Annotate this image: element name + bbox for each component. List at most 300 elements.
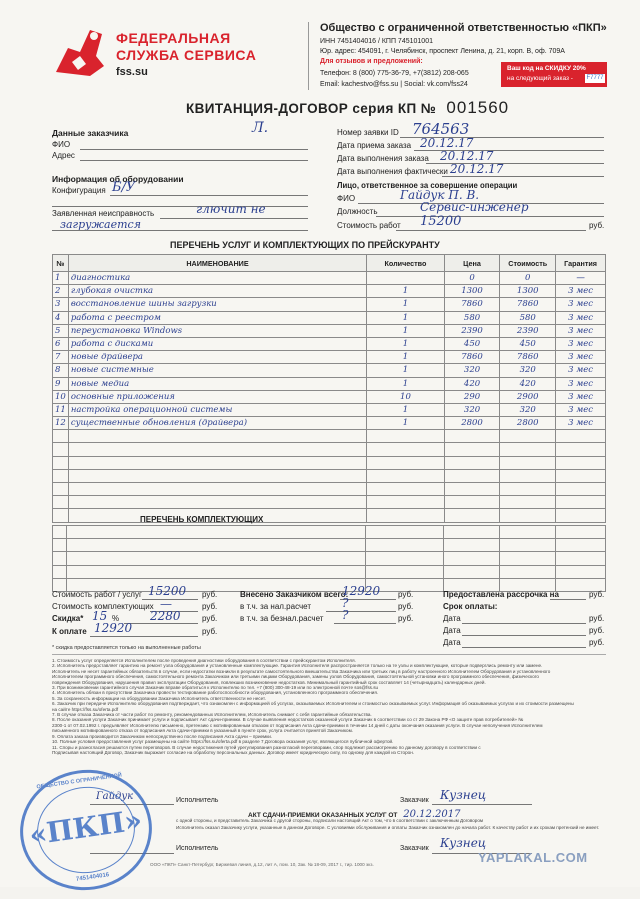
cell-empty: [556, 443, 606, 456]
cell-empty: [500, 539, 556, 552]
cell-empty: [444, 539, 500, 552]
cell-num: 7: [53, 351, 69, 364]
cell-price: 0: [444, 272, 500, 285]
table-row: [53, 337, 606, 350]
cost-unit: руб.: [589, 221, 605, 230]
discount-code: F7777: [586, 75, 604, 81]
cell-price: 320: [444, 364, 500, 377]
cell-name: существенные обновления (драйвера): [68, 417, 366, 430]
discount-line-2: на следующий заказ -: [507, 75, 573, 82]
terms-line: 2300-1 от 07.02.1992 г. предъявляет Исполнителю письменно, претензию с мотивированным отказом от подписания Акта сдачи-приемки в течении 14 дней с даты окончания оказания услуги. В случае неполучения Исполнителем: [52, 722, 543, 728]
position-line: [376, 216, 604, 217]
cell-warranty: 3 мес: [556, 298, 606, 311]
position-label: Должность: [337, 207, 378, 216]
installment-label: Предоставлена рассрочка на: [443, 590, 559, 599]
fist-wrench-icon: [50, 22, 110, 80]
cell-num: 10: [53, 390, 69, 403]
cell-cost: 2390: [500, 324, 556, 337]
cell-warranty: 3 мес: [556, 417, 606, 430]
table-row: [53, 377, 606, 390]
cell-cost: 2900: [500, 390, 556, 403]
cell-price: 320: [444, 403, 500, 416]
cell-empty: [68, 443, 366, 456]
cell-cost: 320: [500, 403, 556, 416]
company-stamp: [12, 761, 159, 898]
customer-label: Заказчик: [400, 797, 429, 804]
cell-warranty: —: [556, 272, 606, 285]
act-text-1: с одной стороны, и представитель Заказчика с другой стороны, подписали настоящий Акт о том, что в соответствии с заключенным Договором: [176, 818, 484, 823]
installment-unit: руб.: [589, 590, 605, 599]
config-value: Б/У: [112, 180, 136, 195]
cell-name: новые системные: [68, 364, 366, 377]
cell-empty: [444, 430, 500, 443]
cell-cost: 450: [500, 337, 556, 350]
table-row: [53, 351, 606, 364]
customer-label-2: Заказчик: [400, 845, 429, 852]
cell-name: диагностика: [68, 272, 366, 285]
cash-value: ?: [342, 596, 349, 610]
terms-line: письменного мотивированного отказа от подписания Акта сдачи-приемки в указанный в пункте срок, услуга считается принятой Заказчиком.: [52, 728, 354, 734]
resp-fio-value: Гайдук П. В.: [400, 188, 480, 202]
cell-name: работа с дисками: [68, 337, 366, 350]
cell-price: 7860: [444, 351, 500, 364]
terms-line: повреждения Оборудования, нарушения правил эксплуатации Оборудования, повлекших возникновение недостатков. Минимальный гарантийный срок составляет 14 (четырнадцать) календарных дней.: [52, 679, 486, 685]
cell-empty: [500, 526, 556, 539]
components-title: ПЕРЕЧЕНЬ КОМПЛЕКТУЮЩИХ: [140, 515, 264, 524]
cell-warranty: 3 мес: [556, 403, 606, 416]
document-number: 001560: [446, 98, 510, 117]
header-divider: [308, 22, 309, 90]
table-row: [53, 324, 606, 337]
fault-value: глючит не: [196, 202, 266, 216]
cashless-line: [334, 623, 396, 624]
cell-empty: [500, 509, 556, 522]
customer-fio-line: [80, 149, 308, 150]
terms-line: 8. После оказания услуги Заказчик принимает услуги и подписывает Акт сдачи-приемки. В случае выявления недостатков оказанной услуги Заказчик в соответствии со ст 29 Закона РФ «О защите прав потребителей» №: [52, 717, 524, 723]
company-address: Юр. адрес: 454091, г. Челябинск, проспект Ленина, д. 21, корп. В, оф. 709А: [320, 48, 565, 55]
discount-footnote: * скидка предоставляется только на выполненные работы: [52, 645, 201, 651]
services-title: ПЕРЕЧЕНЬ УСЛУГ И КОМПЛЕКТУЮЩИХ ПО ПРЕЙСКУРАНТУ: [170, 240, 440, 250]
cell-empty: [367, 509, 445, 522]
cell-empty: [556, 483, 606, 496]
cell-empty: [53, 539, 67, 552]
cell-empty: [366, 565, 444, 578]
pay-value: 12920: [94, 621, 133, 635]
actual-date-value: 20.12.17: [450, 162, 504, 176]
terms-line: 5. За сохранность информации на оборудовании Заказчика Исполнитель ответственности не несет.: [52, 695, 266, 701]
cell-empty: [444, 496, 500, 509]
cell-empty: [68, 456, 366, 469]
discount-pct-sign: %: [112, 614, 120, 623]
discount-pct: 15: [92, 609, 108, 623]
cell-num: 3: [53, 298, 69, 311]
pay-label: К оплате: [52, 627, 87, 636]
actual-date-line: [442, 176, 604, 177]
cell-name: настройка операционной системы: [68, 403, 366, 416]
cell-empty: [68, 496, 366, 509]
col-warranty: Гарантия: [556, 255, 606, 272]
cell-num: 11: [53, 403, 69, 416]
cell-num: 6: [53, 337, 69, 350]
cell-price: 420: [444, 377, 500, 390]
cell-qty: 1: [367, 351, 445, 364]
components-body: [53, 526, 606, 592]
cell-empty: [53, 443, 69, 456]
cell-empty: [366, 526, 444, 539]
executor-sign: Гайдук: [96, 791, 134, 802]
deadline-label: Срок оплаты:: [443, 602, 498, 611]
cell-empty: [444, 483, 500, 496]
cell-empty: [68, 483, 366, 496]
cell-price: 7860: [444, 298, 500, 311]
fault-label: Заявленная неисправность: [52, 209, 155, 218]
table-row-empty: [53, 509, 606, 522]
cell-empty: [556, 469, 606, 482]
cell-qty: 10: [367, 390, 445, 403]
cell-empty: [366, 552, 444, 565]
col-price: Цена: [444, 255, 500, 272]
act-date: 20.12.2017: [403, 809, 461, 820]
logo-site: fss.su: [116, 66, 148, 78]
cell-empty: [556, 526, 606, 539]
terms-line: 7. В случае отказа Заказчика от части работ по ремонту, рекомендованных Исполнителем, Исполнитель снимает с себя гарантийные обязательства.: [52, 712, 372, 718]
col-cost: Стоимость: [500, 255, 556, 272]
customer-address-line: [80, 160, 308, 161]
fss-logo: [50, 22, 110, 80]
cell-empty: [444, 509, 500, 522]
table-row: [53, 298, 606, 311]
cashless-unit: руб.: [398, 614, 414, 623]
request-id-label: Номер заявки ID: [337, 128, 399, 137]
services-total-label: Стоимость работ / услуг: [52, 590, 142, 599]
cell-price: 450: [444, 337, 500, 350]
accept-date-label: Дата приема заказа: [337, 141, 412, 150]
cell-empty: [66, 552, 365, 565]
col-qty: Количество: [367, 255, 445, 272]
cell-name: переустановка Windows: [68, 324, 366, 337]
terms-line: на сайте https://fss.su/oferta.pdf: [52, 706, 119, 712]
cell-cost: 420: [500, 377, 556, 390]
discount-label: Скидка*: [52, 614, 84, 623]
cost-line: [396, 230, 586, 231]
cell-empty: [556, 539, 606, 552]
table-row: [53, 390, 606, 403]
table-row: [53, 403, 606, 416]
deposited-unit: руб.: [398, 590, 414, 599]
table-row: [53, 285, 606, 298]
cashless-label: в т.ч. за безнал.расчет: [240, 614, 324, 623]
table-row-empty: [53, 456, 606, 469]
col-name: НАИМЕНОВАНИЕ: [68, 255, 366, 272]
cell-price: 290: [444, 390, 500, 403]
cell-qty: 1: [367, 298, 445, 311]
payment-date-label: Дата: [443, 626, 461, 635]
pay-unit: руб.: [202, 627, 218, 636]
cell-name: работа с реестром: [68, 311, 366, 324]
cell-warranty: 3 мес: [556, 364, 606, 377]
cell-qty: 1: [367, 324, 445, 337]
terms-line: 10. Полные условия предоставления услуг размещены на сайте https://fss.su/oferta.pdf в разделе 7 Договора оказания услуг, являющегося публичной офертой.: [52, 739, 394, 745]
table-row-empty: [53, 430, 606, 443]
deposited-label: Внесено Заказчиком всего:: [240, 590, 349, 599]
cell-empty: [68, 469, 366, 482]
document-title: [186, 98, 509, 118]
payment-date-unit: руб.: [589, 626, 605, 635]
document-title-text: КВИТАНЦИЯ-ДОГОВОР серия КП №: [186, 101, 437, 116]
request-id-value: 764563: [412, 120, 470, 138]
cell-num: 2: [53, 285, 69, 298]
services-header-row: [53, 255, 606, 272]
cell-price: 2390: [444, 324, 500, 337]
cell-num: 5: [53, 324, 69, 337]
services-body: [53, 272, 606, 523]
cell-warranty: 3 мес: [556, 337, 606, 350]
components-table: [52, 525, 606, 592]
stamp-ring-bottom: 7451404016: [75, 872, 110, 883]
cell-empty: [53, 483, 69, 496]
cell-qty: 1: [367, 377, 445, 390]
responsible-section-title: Лицо, ответственное за совершение операции: [337, 181, 518, 190]
accept-date-value: 20.12.17: [420, 136, 474, 150]
fault-value-2: загружается: [60, 218, 141, 231]
components-total-label: Стоимость комплектующих: [52, 602, 154, 611]
cell-empty: [53, 526, 67, 539]
cell-empty: [53, 509, 69, 522]
cell-empty: [68, 430, 366, 443]
components-total-value: —: [160, 597, 172, 611]
payment-date-unit: руб.: [589, 614, 605, 623]
cashless-value: ?: [342, 608, 349, 622]
cell-empty: [556, 565, 606, 578]
cell-empty: [444, 469, 500, 482]
cell-name: основные приложения: [68, 390, 366, 403]
act-title-text: АКТ СДАЧИ-ПРИЕМКИ ОКАЗАННЫХ УСЛУГ ОТ: [248, 812, 398, 819]
cell-empty: [500, 496, 556, 509]
cell-empty: [367, 496, 445, 509]
terms-line: Исполнителем программного обеспечения, самостоятельного ремонта Заказчиком или третьими лицами Оборудования, замены узлов Оборудования, самостоятельной установки иного программного обеспечения, физического: [52, 674, 539, 680]
cell-empty: [444, 443, 500, 456]
cell-empty: [53, 456, 69, 469]
cell-price: 1300: [444, 285, 500, 298]
services-table: [52, 254, 606, 523]
cell-empty: [53, 496, 69, 509]
cell-empty: [53, 469, 69, 482]
cell-qty: 1: [367, 285, 445, 298]
cell-warranty: 3 мес: [556, 285, 606, 298]
logo-line-1: ФЕДЕРАЛЬНАЯ: [116, 30, 231, 46]
cell-empty: [66, 539, 365, 552]
stamp-ring-top: ОБЩЕСТВО С ОГРАНИЧЕННОЙ: [36, 772, 123, 791]
equipment-line-2: [52, 206, 308, 207]
config-line: [110, 195, 308, 196]
cell-empty: [500, 483, 556, 496]
cell-cost: 7860: [500, 351, 556, 364]
executor-label-2: Исполнитель: [176, 845, 219, 852]
customer-address-label: Адрес: [52, 151, 75, 160]
table-row: [53, 272, 606, 285]
services-total-value: 15200: [148, 584, 187, 598]
cell-empty: [500, 552, 556, 565]
cell-empty: [556, 509, 606, 522]
pay-line: [90, 636, 198, 637]
payment-date-unit: руб.: [589, 638, 605, 647]
payment-date-line: [462, 635, 586, 636]
discount-box: [501, 62, 607, 87]
done-date-value: 20.12.17: [440, 149, 494, 163]
fault-line: [160, 218, 308, 219]
terms-line: 4. Исполнитель обязан в присутствии Заказчика провести тестирование работоспособности оборудования, установленного программного обеспечения.: [52, 690, 379, 696]
cell-empty: [367, 430, 445, 443]
cell-empty: [500, 456, 556, 469]
customer-mark: Л.: [252, 120, 269, 136]
cell-empty: [444, 456, 500, 469]
cell-cost: 0: [500, 272, 556, 285]
terms-line: 2. Исполнитель предоставляет гарантию на ремонт узла оборудования и установленные комплектующие. Гарантия Исполнителя распространяется только на те узлы и комплектующие, которые подверглись ремонту или замене.: [52, 663, 543, 669]
company-phone: Телефон: 8 (800) 775-36-79, +7(3812) 208-065: [320, 70, 469, 77]
cash-unit: руб.: [398, 602, 414, 611]
position-value: Сервис-инженер: [420, 200, 529, 214]
discount-line: [124, 623, 198, 624]
table-row: [53, 417, 606, 430]
terms-line: 11. Споры и разногласия решаются путем переговоров. В случае недостижения путей урегулирования разногласий переговорами, спор подлежит рассмотрению по данному договору в соответствии с: [52, 744, 481, 750]
cell-empty: [556, 430, 606, 443]
cell-cost: 2800: [500, 417, 556, 430]
feedback-title: Для отзывов и предложений:: [320, 58, 423, 65]
fault-line-2: [52, 230, 308, 231]
discount-unit: руб.: [202, 614, 218, 623]
table-row: [53, 311, 606, 324]
cell-warranty: 3 мес: [556, 377, 606, 390]
customer-sign-line: [432, 804, 532, 805]
component-row: [53, 539, 606, 552]
company-email: Email: kachestvo@fss.su | Social: vk.com/fss24: [320, 81, 468, 88]
terms-line: Подписывая настоящий Договор, Заказчик выражает согласие на обработку персональных данных. Договор имеет юридическую силу, по одному для каждой из Сторон.: [52, 749, 415, 755]
cell-cost: 580: [500, 311, 556, 324]
cell-num: 1: [53, 272, 69, 285]
cost-label: Стоимость работ: [337, 221, 401, 230]
cell-empty: [444, 565, 500, 578]
services-total-unit: руб.: [202, 590, 218, 599]
payment-date-line: [462, 647, 586, 648]
payment-date-label: Дата: [443, 614, 461, 623]
cell-empty: [66, 526, 365, 539]
cell-qty: 1: [367, 337, 445, 350]
cash-label: в т.ч. за нал.расчет: [240, 602, 312, 611]
cell-empty: [444, 526, 500, 539]
components-total-unit: руб.: [202, 602, 218, 611]
cell-empty: [53, 430, 69, 443]
act-text-2: Исполнитель оказал Заказчику услуги, указанные в данном Договоре. С условиями обслуживания и оплаты Заказчик ознакомлен до начала работ. К качеству работ и их срокам претензий не имеет.: [176, 825, 600, 830]
cell-empty: [367, 456, 445, 469]
cell-price: 2800: [444, 417, 500, 430]
discount-value: 2280: [150, 609, 181, 623]
col-number: №: [53, 255, 69, 272]
resp-fio-label: ФИО: [337, 194, 356, 203]
cell-cost: 7860: [500, 298, 556, 311]
cell-warranty: 3 мес: [556, 324, 606, 337]
cash-line: [326, 611, 396, 612]
cell-num: 9: [53, 377, 69, 390]
cell-empty: [500, 469, 556, 482]
terms-line: 3. При возникновении гарантийного случая Заказчик вправе обратиться к Исполнителю по тел. +7 (800) 300-48-19 или по электронной почте sos@fss.su: [52, 685, 379, 691]
cell-qty: 1: [367, 311, 445, 324]
cell-empty: [53, 552, 67, 565]
cell-empty: [500, 443, 556, 456]
company-inn: ИНН 7451404016 / КПП 745101001: [320, 38, 433, 45]
company-name: Общество с ограниченной ответственностью «ПКП»: [320, 22, 607, 34]
cell-warranty: 3 мес: [556, 351, 606, 364]
cell-num: 8: [53, 364, 69, 377]
cell-name: восстановление шины загрузки: [68, 298, 366, 311]
cell-warranty: 3 мес: [556, 390, 606, 403]
payment-date-line: [462, 623, 586, 624]
component-row: [53, 565, 606, 578]
equipment-section-title: Информация об оборудовании: [52, 174, 184, 184]
table-row: [53, 364, 606, 377]
cell-qty: 1: [367, 364, 445, 377]
cell-num: 4: [53, 311, 69, 324]
component-row: [53, 526, 606, 539]
discount-line-1: Ваш код на СКИДКУ 20%: [507, 65, 586, 72]
cell-empty: [444, 552, 500, 565]
cell-qty: [367, 272, 445, 285]
cell-empty: [556, 456, 606, 469]
watermark: YAPLAKAL.COM: [478, 850, 588, 865]
logo-line-2: СЛУЖБА СЕРВИСА: [116, 47, 257, 63]
cell-name: глубокая очистка: [68, 285, 366, 298]
terms-block: [52, 658, 612, 755]
executor-label: Исполнитель: [176, 797, 219, 804]
cell-empty: [367, 443, 445, 456]
table-row-empty: [53, 469, 606, 482]
actual-date-label: Дата выполнения фактически: [337, 167, 448, 176]
table-row-empty: [53, 496, 606, 509]
table-row-empty: [53, 483, 606, 496]
done-date-label: Дата выполнения заказа: [337, 154, 429, 163]
terms-line: 6. Заказчик при передаче Исполнителю оборудования подтверждает, что ознакомлен с информацией об услугах, оказываемых Исполнителем и стоимостью оказываемых услуг. Информация об оказываемых услугах и их стоимости размещены: [52, 701, 574, 707]
config-label: Конфигурация: [52, 186, 106, 195]
customer-section-title: Данные заказчика: [52, 128, 129, 138]
cell-cost: 1300: [500, 285, 556, 298]
customer-sign: Кузнец: [440, 788, 487, 802]
payment-date-label: Дата: [443, 638, 461, 647]
cost-value: 15200: [420, 214, 462, 229]
cell-name: новые медиа: [68, 377, 366, 390]
cell-empty: [556, 552, 606, 565]
cell-warranty: 3 мес: [556, 311, 606, 324]
cell-empty: [66, 565, 365, 578]
stamp-text: «ПКП»: [27, 803, 145, 852]
cell-empty: [367, 469, 445, 482]
table-row-empty: [53, 443, 606, 456]
cell-num: 12: [53, 417, 69, 430]
cell-empty: [366, 539, 444, 552]
bottom-print-info: ООО «ПКП» Санкт-Петербург, Биржевая линия, д.12, лит А, пом. 10, Зак. № 18-09, 2017 г., тир. 1000 экз.: [150, 862, 374, 867]
cell-price: 580: [444, 311, 500, 324]
cell-qty: 1: [367, 417, 445, 430]
footnote-separator: [52, 654, 606, 655]
cell-name: новые драйвера: [68, 351, 366, 364]
terms-line: 1. Стоимость услуг определяется Исполнителем после проведения диагностики оборудования в соответствии с прейскурантом Исполнителя.: [52, 658, 356, 663]
installment-line: [550, 599, 586, 600]
cell-empty: [53, 565, 67, 578]
cell-empty: [500, 565, 556, 578]
customer-fio-label: ФИО: [52, 140, 71, 149]
customer-sign-2: Кузнец: [440, 836, 487, 850]
deposited-value: 12920: [342, 584, 381, 598]
terms-line: Исполнитель не несет гарантийных обязательств в случае, если недостатки возникли в результате самостоятельного вмешательства Заказчика или третьих лиц в работу настроенного Исполнителем Оборудования и установленного: [52, 668, 551, 674]
terms-line: 9. Оплата заказа производится Заказчиком непосредственно после подписания Акта сдачи – приемки.: [52, 733, 273, 739]
